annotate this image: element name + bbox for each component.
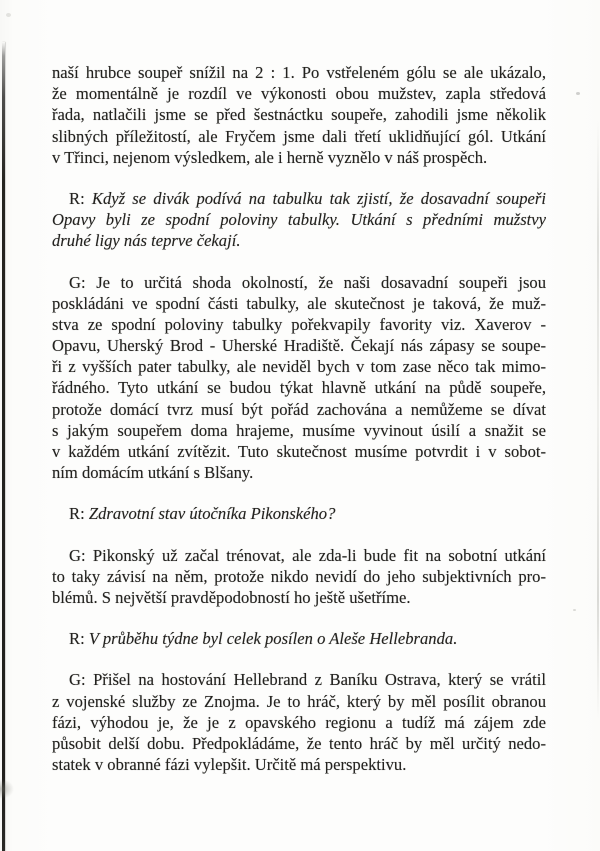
question-paragraph [52, 188, 546, 252]
text-line: ním domácím utkání s Blšany. [52, 463, 254, 483]
text-line: působit delší dobu. Předpokládáme, že tento hráč by měl určitý nedo- [52, 733, 546, 753]
answer-paragraph [52, 272, 546, 484]
text-line: slibných příležitostí, ale Fryčem jsme dali třetí uklidňující gól. Utkání [52, 126, 546, 146]
narrative-paragraph [52, 62, 546, 168]
text-line: z vojenské služby ze Znojma. Je to hráč, který by měl posílit obranou [52, 691, 546, 711]
scan-smudge [0, 779, 14, 799]
speaker-label: R: [69, 188, 85, 208]
speaker-label: R: [69, 629, 85, 649]
speaker-label: R: [69, 504, 85, 524]
line-text: Pikonský už začal trénovat, ale zda-li bude fit na sobotní utkání [92, 545, 546, 565]
text-line: že momentálně je rozdíl ve výkonosti obou mužstev, zapla středová [52, 84, 546, 104]
line-text: Když se divák podívá na tabulku tak zjistí, že dosavadní soupeři [91, 188, 546, 208]
text-line: Opavu, Uherský Brod - Uherské Hradiště. Čekají nás zápasy se soupe- [52, 336, 546, 356]
text-line: to taky závisí na něm, protože nikdo nevidí do jeho subjektivních pro- [52, 566, 546, 586]
text-line: ři z vyšších pater tabulky, ale neviděl bych v tom zase něco tak mimo- [52, 357, 546, 377]
question-paragraph [52, 503, 546, 524]
text-line: druhé ligy nás teprve čekají. [52, 231, 241, 251]
text-line: protože domácí tvrz musí být pořád zachována a nemůžeme se dívat [52, 399, 546, 419]
text-line: řada, natlačili jsme se před šestnáctku soupeře, zahodili jsme několik [52, 105, 546, 125]
answer-paragraph [52, 545, 546, 609]
text-line [52, 545, 546, 566]
text-line: v každém utkání zvítězit. Tuto skutečnost musíme potvrdit i v sobot- [52, 442, 546, 461]
text-line: statek v obranné fázi vylepšit. Určitě má perspektivu. [52, 755, 407, 775]
text-line: v Třinci, nejenom výsledkem, ale i herně vyznělo v náš prospěch. [52, 147, 488, 167]
scan-speck [573, 609, 576, 611]
text-line: poskládáni ve spodní části tabulky, ale skutečnost je taková, že muž- [52, 293, 546, 313]
scan-speck [576, 92, 580, 95]
speaker-label: G: [69, 272, 86, 292]
scan-right-edge-streak [597, 120, 599, 720]
question-paragraph [52, 628, 546, 649]
text-line: naší hrubce soupeř snížil na 2 : 1. Po vstřeleném gólu se ale ukázalo, [52, 63, 546, 82]
document-body [52, 62, 546, 775]
scan-spine-edge-line [2, 42, 5, 851]
line-text: Zdravotní stav útočníka Pikonského? [88, 504, 336, 524]
text-line: Opavy byli ze spodní poloviny tabulky. Utkání s předními mužstvy [52, 210, 546, 230]
speaker-label: G: [69, 545, 86, 565]
speaker-label: G: [69, 670, 86, 690]
answer-paragraph [52, 669, 546, 775]
text-line: s jakým soupeřem doma hrajeme, musíme vyvinout úsilí a snažit se [52, 420, 546, 440]
text-line [52, 503, 546, 524]
scan-speck [6, 13, 11, 17]
line-text: V průběhu týdne byl celek posílen o Aleše Hellebranda. [88, 629, 458, 649]
text-line [52, 669, 546, 690]
text-line [52, 272, 546, 293]
text-line [52, 188, 546, 209]
text-line: fázi, výhodou je, že je z opavského regionu a tudíž má zájem zde [52, 712, 546, 732]
text-line: stva ze spodní poloviny tabulky pořekvapily favority viz. Xaverov - [52, 314, 546, 334]
text-line [52, 628, 546, 649]
text-line: blémů. S největší pravděpodobností ho ještě ušetříme. [52, 587, 411, 607]
line-text: Přišel na hostování Hellebrand z Baníku Ostrava, který se vrátil [93, 670, 546, 690]
text-line: řádného. Tyto utkání se budou týkat hlavně utkání na půdě soupeře, [52, 378, 546, 398]
line-text: Je to určitá shoda okolností, že naši dosavadní soupeři jsou [96, 272, 546, 292]
